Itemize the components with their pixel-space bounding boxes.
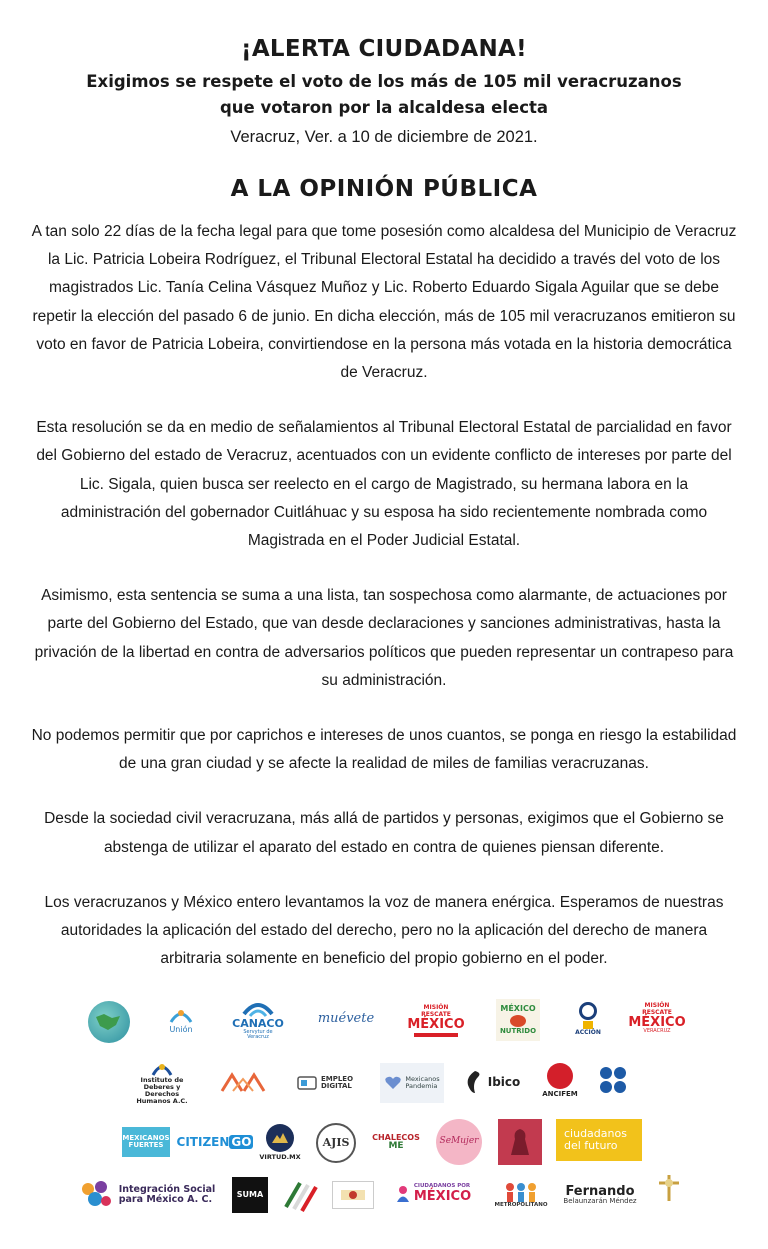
mision-rescate-veracruz-main: MÉXICO bbox=[628, 1014, 686, 1030]
mexicanos-pandemia-logo bbox=[380, 1063, 444, 1103]
canaco-label: CANACO bbox=[232, 1016, 284, 1030]
empleo-line-1: EMPLEO bbox=[320, 1074, 354, 1083]
muevete-label: muévete bbox=[317, 1011, 375, 1027]
accion-label: ACCIÓN bbox=[575, 1028, 601, 1036]
ancifem-label: ANCIFEM bbox=[542, 1090, 578, 1099]
paragraph: Esta resolución se da en medio de señalamientos al Tribunal Electoral Estatal de parcialidad en favor del Gobierno del estado de Veracruz, acentuados con un evidente conflicto de intereses por parte del Lic. Sigala, quien busca ser reelecto en el cargo de Magistrado, su hermana labora en la administración del gobernador Cuitláhuac y su esposa ha sido recientemente nombrada como Magistrada en el Poder Judicial Estatal. bbox=[36, 419, 732, 550]
cross-emblem-logo bbox=[652, 1171, 686, 1205]
map-globe-logo bbox=[88, 1001, 130, 1043]
mexicanos-fuertes-logo bbox=[122, 1127, 170, 1157]
small-emblem-logo bbox=[332, 1181, 374, 1209]
citizengo-label-b: GO bbox=[231, 1134, 252, 1149]
fernando-belaunzaran-logo bbox=[560, 1179, 640, 1211]
mision-rescate-veracruz-top: MISIÓN RESCATE bbox=[642, 1002, 672, 1016]
ibico-logo bbox=[462, 1065, 522, 1099]
instituto-deberes-logo bbox=[130, 1063, 194, 1103]
paragraph: No podemos permitir que por caprichos e intereses de unos cuantos, se ponga en riesgo la estabilidad de una gran ciudad y se afecte la realidad de miles de familias veracruzanas. bbox=[31, 727, 737, 773]
ciudadanos-por-mexico-logo bbox=[390, 1179, 476, 1209]
integracion-line-1: Integración Social bbox=[118, 1184, 216, 1196]
union-logo bbox=[158, 1001, 204, 1041]
canaco-logo bbox=[232, 997, 284, 1043]
alert-title: ¡ALERTA CIUDADANA! bbox=[241, 36, 527, 62]
mexico-nutrido-top: MÉXICO bbox=[500, 1004, 536, 1014]
metropolitano-logo bbox=[496, 1175, 546, 1215]
instituto-line-1: Instituto de Deberes y bbox=[140, 1076, 184, 1092]
ajis-label: AJIS bbox=[322, 1136, 350, 1150]
mision-rescate-top: MISIÓN RESCATE bbox=[421, 1004, 451, 1018]
chalecos-line-2: ME bbox=[388, 1141, 404, 1152]
stripes-logo bbox=[280, 1175, 320, 1215]
paragraph: Asimismo, esta sentencia se suma a una lista, tan sospechosa como alarmante, de actuaciones por parte del Gobierno del Estado, que van desde declaraciones y sanciones administrativas, hasta la privación de la libertad en contra de adversarios políticos que pueden representar un contrapeso para su administración. bbox=[34, 587, 734, 689]
mexicanos-pandemia-line-2: Pandemia bbox=[405, 1082, 438, 1090]
suma-label: SUMA bbox=[236, 1189, 264, 1199]
fernando-line-1: Fernando bbox=[565, 1183, 635, 1199]
ancifem-logo bbox=[542, 1059, 578, 1103]
chalecos-logo bbox=[370, 1123, 422, 1163]
mexico-nutrido-logo bbox=[496, 999, 540, 1041]
ciudadanos-mexico-main: MÉXICO bbox=[413, 1189, 472, 1205]
mision-rescate-veracruz-logo bbox=[630, 1001, 684, 1037]
fernando-line-2: Belaunzarán Méndez bbox=[563, 1197, 637, 1206]
paragraph: Los veracruzanos y México entero levantamos la voz de manera enérgica. Esperamos de nuestras autoridades la aplicación del estado del derecho, pero no la aplicación del derecho de manera arbitraria solamente en beneficio del propio gobierno en el poder. bbox=[44, 893, 724, 968]
empleo-digital-logo bbox=[292, 1069, 358, 1097]
ajis-logo bbox=[316, 1123, 356, 1163]
paragraph: Desde la sociedad civil veracruzana, más allá de partidos y personas, exigimos que el Gobierno se abstenga de utilizar el aparato del estado en contra de quienes piensan diferente. bbox=[44, 810, 724, 856]
silhouette-logo bbox=[498, 1119, 542, 1165]
accion-logo bbox=[574, 997, 602, 1041]
integracion-line-2: para México A. C. bbox=[118, 1194, 213, 1205]
dots-logo bbox=[592, 1059, 634, 1101]
semujer-logo bbox=[436, 1119, 482, 1165]
mexicanos-pandemia-line-1: Mexicanos bbox=[405, 1075, 440, 1084]
ciudadanos-futuro-line-2: del futuro bbox=[564, 1139, 618, 1152]
statement-body bbox=[30, 218, 738, 1000]
ciudadanos-futuro-line-1: ciudadanos bbox=[564, 1127, 627, 1141]
suma-logo bbox=[232, 1177, 268, 1213]
canaco-sublabel: Servytur de Veracruz bbox=[243, 1028, 273, 1040]
mision-rescate-veracruz-sub: VERACRUZ bbox=[643, 1028, 671, 1035]
empleo-line-2: DIGITAL bbox=[320, 1082, 352, 1090]
arrow-pattern-logo bbox=[214, 1065, 272, 1099]
section-title: A LA OPINIÓN PÚBLICA bbox=[230, 176, 538, 202]
semujer-label: SeMujer bbox=[439, 1136, 479, 1147]
ciudadanos-futuro-logo bbox=[556, 1119, 642, 1161]
citizengo-logo bbox=[176, 1129, 252, 1155]
virtud-logo bbox=[258, 1119, 302, 1165]
paragraph: A tan solo 22 días de la fecha legal para que tome posesión como alcaldesa del Municipio de Veracruz la Lic. Patricia Lobeira Rodríguez, el Tribunal Electoral Estatal ha decidido a través del voto de los magistrados Lic. Tanía Celina Vásquez Muñoz y Lic. Roberto Eduardo Sigala Aguilar que se debe repetir la elección del pasado 6 de junio. En dicha elección, más de 105 mil veracruzanos emitieron su voto en favor de Patricia Lobeira, convirtiendose en la persona más votada en la historia democrática de Veracruz. bbox=[31, 223, 737, 382]
date-line: Veracruz, Ver. a 10 de diciembre de 2021. bbox=[230, 128, 538, 146]
subtitle-line-2: que votaron por la alcaldesa electa bbox=[219, 98, 549, 117]
virtud-label: VIRTUD.MX bbox=[259, 1152, 301, 1161]
chalecos-line-1: CHALECOS bbox=[372, 1133, 420, 1143]
integracion-social-logo bbox=[78, 1175, 216, 1215]
mision-rescate-logo bbox=[408, 1005, 464, 1037]
subtitle-line-1: Exigimos se respete el voto de los más de 105 mil veracruzanos bbox=[86, 72, 682, 91]
mexicanos-fuertes-line-2: FUERTES bbox=[128, 1141, 164, 1149]
citizengo-label-a: CITIZEN bbox=[176, 1134, 230, 1149]
mexico-nutrido-bottom: NUTRIDO bbox=[499, 1026, 537, 1035]
ibico-label: Ibico bbox=[487, 1074, 521, 1089]
mexicanos-fuertes-line-1: MEXICANOS bbox=[122, 1133, 170, 1142]
instituto-line-2: Derechos Humanos A.C. bbox=[136, 1090, 188, 1105]
mision-rescate-main: MÉXICO bbox=[407, 1016, 465, 1032]
metropolitano-label: METROPOLITANO bbox=[494, 1202, 548, 1209]
union-label: Unión bbox=[169, 1024, 193, 1034]
ciudadanos-mexico-top: CIUDADANOS POR bbox=[413, 1183, 471, 1190]
signatory-logos bbox=[0, 995, 768, 1225]
muevete-logo bbox=[316, 1007, 376, 1031]
